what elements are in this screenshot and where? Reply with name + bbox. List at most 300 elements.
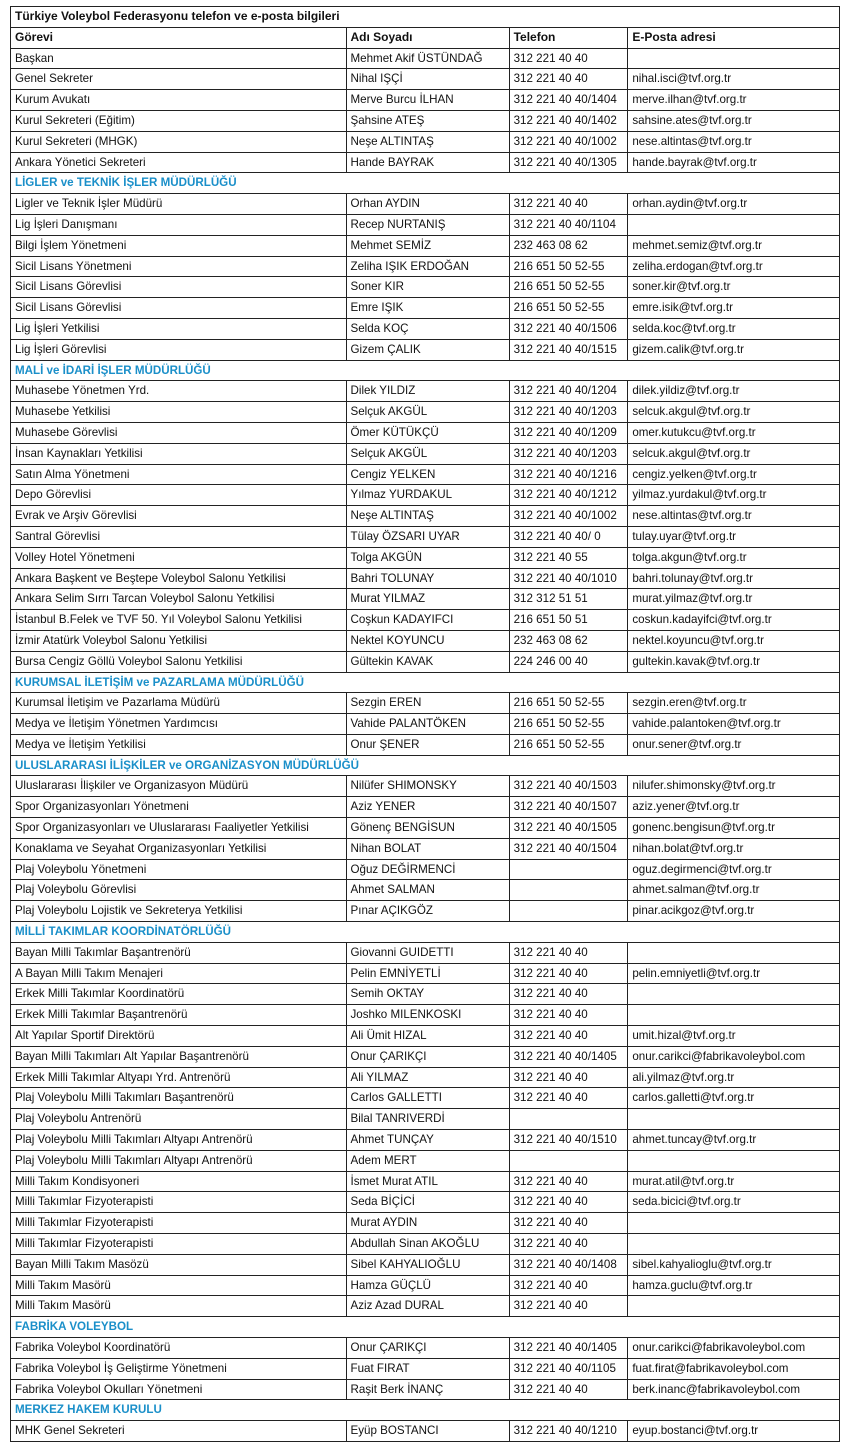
cell-name: Semih OKTAY — [346, 984, 509, 1005]
contact-document — [10, 6, 840, 1442]
cell-position: Kurumsal İletişim ve Pazarlama Müdürü — [11, 693, 347, 714]
cell-name: Selda KOÇ — [346, 318, 509, 339]
cell-name: Sibel KAHYALIOĞLU — [346, 1254, 509, 1275]
cell-position: Spor Organizasyonları ve Uluslararası Faaliyetler Yetkilisi — [11, 818, 347, 839]
table-row — [11, 381, 840, 402]
table-row — [11, 1254, 840, 1275]
cell-email[interactable]: nilufer.shimonsky@tvf.org.tr — [628, 776, 840, 797]
table-row — [11, 443, 840, 464]
cell-name: Seda BİÇİCİ — [346, 1192, 509, 1213]
table-row — [11, 1067, 840, 1088]
cell-phone — [509, 1150, 628, 1171]
cell-email[interactable]: nektel.koyuncu@tvf.org.tr — [628, 630, 840, 651]
cell-name: Carlos GALLETTI — [346, 1088, 509, 1109]
cell-email[interactable]: onur.carikci@fabrikavoleybol.com — [628, 1046, 840, 1067]
cell-phone — [509, 901, 628, 922]
cell-phone: 216 651 50 52-55 — [509, 277, 628, 298]
cell-name: Pelin EMNİYETLİ — [346, 963, 509, 984]
cell-position: Ankara Başkent ve Beştepe Voleybol Salonu Yetkilisi — [11, 568, 347, 589]
cell-phone: 232 463 08 62 — [509, 630, 628, 651]
cell-email — [628, 1005, 840, 1026]
cell-name: Murat YILMAZ — [346, 589, 509, 610]
cell-position: İnsan Kaynakları Yetkilisi — [11, 443, 347, 464]
cell-email[interactable]: selcuk.akgul@tvf.org.tr — [628, 402, 840, 423]
table-row — [11, 568, 840, 589]
table-row — [11, 422, 840, 443]
cell-position: Medya ve İletişim Yönetmen Yardımcısı — [11, 714, 347, 735]
section-header-row — [11, 173, 840, 194]
cell-email — [628, 1296, 840, 1317]
cell-name: Recep NURTANIŞ — [346, 214, 509, 235]
cell-position: Bayan Milli Takımlar Başantrenörü — [11, 942, 347, 963]
cell-phone: 312 221 40 40 — [509, 194, 628, 215]
header-eposta: E-Posta adresi — [628, 27, 840, 48]
table-row — [11, 464, 840, 485]
cell-name: Aziz YENER — [346, 797, 509, 818]
cell-name: Soner KIR — [346, 277, 509, 298]
table-row — [11, 610, 840, 631]
cell-email[interactable]: oguz.degirmenci@tvf.org.tr — [628, 859, 840, 880]
cell-phone: 312 221 40 40/1405 — [509, 1046, 628, 1067]
cell-name: Ahmet SALMAN — [346, 880, 509, 901]
cell-phone: 224 246 00 40 — [509, 651, 628, 672]
cell-position: Milli Takımlar Fizyoterapisti — [11, 1234, 347, 1255]
cell-phone: 312 221 40 40/1507 — [509, 797, 628, 818]
cell-name: Oğuz DEĞİRMENCİ — [346, 859, 509, 880]
cell-name: Murat AYDIN — [346, 1213, 509, 1234]
cell-name: Mehmet SEMİZ — [346, 235, 509, 256]
cell-email — [628, 1234, 840, 1255]
cell-email[interactable]: soner.kir@tvf.org.tr — [628, 277, 840, 298]
cell-email — [628, 942, 840, 963]
cell-name: Ali YILMAZ — [346, 1067, 509, 1088]
cell-position: Ligler ve Teknik İşler Müdürü — [11, 194, 347, 215]
cell-phone: 312 221 40 40 — [509, 1067, 628, 1088]
section-title: MİLLİ TAKIMLAR KOORDİNATÖRLÜĞÜ — [11, 922, 840, 943]
cell-position: Kurul Sekreteri (MHGK) — [11, 131, 347, 152]
cell-phone: 312 221 40 40/ 0 — [509, 526, 628, 547]
cell-email[interactable]: eyup.bostanci@tvf.org.tr — [628, 1421, 840, 1442]
table-row — [11, 734, 840, 755]
cell-name: Ömer KÜTÜKÇÜ — [346, 422, 509, 443]
section-title: MERKEZ HAKEM KURULU — [11, 1400, 840, 1421]
cell-email[interactable]: ahmet.salman@tvf.org.tr — [628, 880, 840, 901]
table-row — [11, 901, 840, 922]
cell-position: Fabrika Voleybol Koordinatörü — [11, 1338, 347, 1359]
table-row — [11, 110, 840, 131]
cell-phone: 312 221 40 40 — [509, 1213, 628, 1234]
cell-email[interactable]: gizem.calik@tvf.org.tr — [628, 339, 840, 360]
cell-email[interactable]: tolga.akgun@tvf.org.tr — [628, 547, 840, 568]
cell-position: Alt Yapılar Sportif Direktörü — [11, 1026, 347, 1047]
cell-email[interactable]: omer.kutukcu@tvf.org.tr — [628, 422, 840, 443]
table-row — [11, 402, 840, 423]
cell-position: Kurum Avukatı — [11, 90, 347, 111]
cell-phone: 312 221 40 40 — [509, 984, 628, 1005]
cell-phone: 312 221 40 40/1505 — [509, 818, 628, 839]
table-row — [11, 506, 840, 527]
cell-phone: 312 221 40 40 — [509, 1005, 628, 1026]
cell-name: Hande BAYRAK — [346, 152, 509, 173]
cell-email[interactable]: hamza.guclu@tvf.org.tr — [628, 1275, 840, 1296]
table-row — [11, 984, 840, 1005]
cell-name: Hamza GÜÇLÜ — [346, 1275, 509, 1296]
cell-email[interactable]: onur.sener@tvf.org.tr — [628, 734, 840, 755]
cell-name: Emre IŞIK — [346, 298, 509, 319]
table-row — [11, 693, 840, 714]
section-header-row — [11, 1317, 840, 1338]
table-row — [11, 1005, 840, 1026]
section-title: LİGLER ve TEKNİK İŞLER MÜDÜRLÜĞÜ — [11, 173, 840, 194]
cell-phone: 312 221 40 40/1510 — [509, 1130, 628, 1151]
header-gorevi: Görevi — [11, 27, 347, 48]
cell-phone: 232 463 08 62 — [509, 235, 628, 256]
cell-position: Milli Takımlar Fizyoterapisti — [11, 1192, 347, 1213]
cell-phone — [509, 859, 628, 880]
cell-phone: 216 651 50 52-55 — [509, 734, 628, 755]
cell-position: Plaj Voleybolu Milli Takımları Başantrenörü — [11, 1088, 347, 1109]
cell-email[interactable]: mehmet.semiz@tvf.org.tr — [628, 235, 840, 256]
section-header-row — [11, 922, 840, 943]
cell-email[interactable]: tulay.uyar@tvf.org.tr — [628, 526, 840, 547]
cell-phone: 216 651 50 52-55 — [509, 714, 628, 735]
cell-position: Volley Hotel Yönetmeni — [11, 547, 347, 568]
cell-position: Milli Takım Masörü — [11, 1296, 347, 1317]
cell-name: Nektel KOYUNCU — [346, 630, 509, 651]
cell-position: Erkek Milli Takımlar Koordinatörü — [11, 984, 347, 1005]
table-row — [11, 277, 840, 298]
section-title: FABRİKA VOLEYBOL — [11, 1317, 840, 1338]
cell-phone: 312 221 40 40 — [509, 1026, 628, 1047]
cell-email[interactable]: merve.ilhan@tvf.org.tr — [628, 90, 840, 111]
cell-position: Santral Görevlisi — [11, 526, 347, 547]
cell-phone: 312 221 40 40/1210 — [509, 1421, 628, 1442]
cell-position: Plaj Voleybolu Milli Takımları Altyapı Antrenörü — [11, 1130, 347, 1151]
cell-phone: 312 221 40 55 — [509, 547, 628, 568]
cell-email[interactable]: vahide.palantoken@tvf.org.tr — [628, 714, 840, 735]
cell-email[interactable]: bahri.tolunay@tvf.org.tr — [628, 568, 840, 589]
cell-name: Adem MERT — [346, 1150, 509, 1171]
cell-phone: 312 221 40 40 — [509, 1275, 628, 1296]
table-row — [11, 235, 840, 256]
cell-name: Gizem ÇALIK — [346, 339, 509, 360]
cell-phone: 312 221 40 40/1504 — [509, 838, 628, 859]
cell-email[interactable]: murat.yilmaz@tvf.org.tr — [628, 589, 840, 610]
section-header-row — [11, 360, 840, 381]
cell-email[interactable]: selcuk.akgul@tvf.org.tr — [628, 443, 840, 464]
table-row — [11, 630, 840, 651]
cell-email — [628, 984, 840, 1005]
cell-position: Erkek Milli Takımlar Başantrenörü — [11, 1005, 347, 1026]
table-row — [11, 1192, 840, 1213]
cell-email[interactable]: cengiz.yelken@tvf.org.tr — [628, 464, 840, 485]
cell-position: Plaj Voleybolu Yönetmeni — [11, 859, 347, 880]
cell-name: Orhan AYDIN — [346, 194, 509, 215]
cell-position: Uluslararası İlişkiler ve Organizasyon Müdürü — [11, 776, 347, 797]
cell-name: Gönenç BENGİSUN — [346, 818, 509, 839]
cell-position: Ankara Selim Sırrı Tarcan Voleybol Salonu Yetkilisi — [11, 589, 347, 610]
cell-position: Konaklama ve Seyahat Organizasyonları Yetkilisi — [11, 838, 347, 859]
header-adi-soyadi: Adı Soyadı — [346, 27, 509, 48]
cell-name: Sezgin EREN — [346, 693, 509, 714]
table-row — [11, 131, 840, 152]
cell-name: Neşe ALTINTAŞ — [346, 506, 509, 527]
cell-position: Bayan Milli Takım Masözü — [11, 1254, 347, 1275]
cell-email[interactable]: nese.altintas@tvf.org.tr — [628, 506, 840, 527]
cell-position: Bursa Cengiz Göllü Voleybol Salonu Yetkilisi — [11, 651, 347, 672]
cell-name: Gültekin KAVAK — [346, 651, 509, 672]
table-row — [11, 1046, 840, 1067]
section-title: ULUSLARARASI İLİŞKİLER ve ORGANİZASYON MÜDÜRLÜĞÜ — [11, 755, 840, 776]
cell-name: Şahsine ATEŞ — [346, 110, 509, 131]
cell-name: Tülay ÖZSARI UYAR — [346, 526, 509, 547]
section-header-row — [11, 755, 840, 776]
cell-email[interactable]: onur.carikci@fabrikavoleybol.com — [628, 1338, 840, 1359]
table-row — [11, 1088, 840, 1109]
cell-phone: 312 221 40 40/1405 — [509, 1338, 628, 1359]
table-row — [11, 1379, 840, 1400]
cell-position: Evrak ve Arşiv Görevlisi — [11, 506, 347, 527]
cell-position: Sicil Lisans Görevlisi — [11, 277, 347, 298]
cell-name: Cengiz YELKEN — [346, 464, 509, 485]
table-row — [11, 256, 840, 277]
table-row — [11, 1130, 840, 1151]
cell-name: Vahide PALANTÖKEN — [346, 714, 509, 735]
cell-email[interactable]: murat.atil@tvf.org.tr — [628, 1171, 840, 1192]
cell-email[interactable]: coskun.kadayifci@tvf.org.tr — [628, 610, 840, 631]
cell-phone: 312 221 40 40 — [509, 1379, 628, 1400]
cell-email[interactable]: ahmet.tuncay@tvf.org.tr — [628, 1130, 840, 1151]
cell-phone: 312 221 40 40/1404 — [509, 90, 628, 111]
cell-name: Mehmet Akif ÜSTÜNDAĞ — [346, 48, 509, 69]
cell-position: Başkan — [11, 48, 347, 69]
table-row — [11, 194, 840, 215]
cell-phone: 312 221 40 40/1212 — [509, 485, 628, 506]
cell-position: Plaj Voleybolu Görevlisi — [11, 880, 347, 901]
table-row — [11, 1338, 840, 1359]
cell-email[interactable]: carlos.galletti@tvf.org.tr — [628, 1088, 840, 1109]
table-row — [11, 797, 840, 818]
table-row — [11, 1275, 840, 1296]
table-row — [11, 963, 840, 984]
cell-phone: 312 221 40 40/1515 — [509, 339, 628, 360]
table-row — [11, 1150, 840, 1171]
table-row — [11, 818, 840, 839]
cell-email[interactable]: pinar.acikgoz@tvf.org.tr — [628, 901, 840, 922]
cell-name: Joshko MILENKOSKI — [346, 1005, 509, 1026]
cell-phone: 216 651 50 52-55 — [509, 256, 628, 277]
table-row — [11, 714, 840, 735]
cell-phone: 312 221 40 40/1203 — [509, 443, 628, 464]
table-row — [11, 69, 840, 90]
cell-name: Merve Burcu İLHAN — [346, 90, 509, 111]
cell-email[interactable]: sibel.kahyalioglu@tvf.org.tr — [628, 1254, 840, 1275]
table-row — [11, 942, 840, 963]
cell-position: İzmir Atatürk Voleybol Salonu Yetkilisi — [11, 630, 347, 651]
cell-position: Milli Takım Kondisyoneri — [11, 1171, 347, 1192]
cell-name: Yılmaz YURDAKUL — [346, 485, 509, 506]
cell-name: Nihal IŞÇİ — [346, 69, 509, 90]
cell-phone: 312 221 40 40 — [509, 1088, 628, 1109]
cell-email[interactable]: berk.inanc@fabrikavoleybol.com — [628, 1379, 840, 1400]
cell-name: Onur ÇARIKÇI — [346, 1338, 509, 1359]
cell-name: Coşkun KADAYIFCI — [346, 610, 509, 631]
table-row — [11, 1358, 840, 1379]
header-telefon: Telefon — [509, 27, 628, 48]
cell-name: Abdullah Sinan AKOĞLU — [346, 1234, 509, 1255]
cell-email[interactable]: emre.isik@tvf.org.tr — [628, 298, 840, 319]
cell-email — [628, 48, 840, 69]
cell-email[interactable]: nihal.isci@tvf.org.tr — [628, 69, 840, 90]
cell-name: Fuat FIRAT — [346, 1358, 509, 1379]
cell-phone: 312 221 40 40 — [509, 1296, 628, 1317]
cell-email[interactable]: seda.bicici@tvf.org.tr — [628, 1192, 840, 1213]
cell-position: İstanbul B.Felek ve TVF 50. Yıl Voleybol Salonu Yetkilisi — [11, 610, 347, 631]
cell-email[interactable]: zeliha.erdogan@tvf.org.tr — [628, 256, 840, 277]
cell-email[interactable]: selda.koc@tvf.org.tr — [628, 318, 840, 339]
table-title-row — [11, 7, 840, 28]
cell-name: Tolga AKGÜN — [346, 547, 509, 568]
table-row — [11, 485, 840, 506]
cell-position: Muhasebe Yetkilisi — [11, 402, 347, 423]
table-row — [11, 526, 840, 547]
cell-phone: 312 221 40 40/1506 — [509, 318, 628, 339]
cell-email[interactable]: nese.altintas@tvf.org.tr — [628, 131, 840, 152]
cell-phone: 312 221 40 40 — [509, 69, 628, 90]
table-row — [11, 1421, 840, 1442]
cell-phone: 216 651 50 52-55 — [509, 298, 628, 319]
cell-position: Fabrika Voleybol İş Geliştirme Yönetmeni — [11, 1358, 347, 1379]
document-title: Türkiye Voleybol Federasyonu telefon ve e-posta bilgileri — [11, 7, 840, 28]
cell-phone: 312 221 40 40/1203 — [509, 402, 628, 423]
cell-position: Sicil Lisans Görevlisi — [11, 298, 347, 319]
table-row — [11, 838, 840, 859]
cell-position: Milli Takımlar Fizyoterapisti — [11, 1213, 347, 1234]
cell-email[interactable]: fuat.firat@fabrikavoleybol.com — [628, 1358, 840, 1379]
cell-name: Nihan BOLAT — [346, 838, 509, 859]
table-row — [11, 90, 840, 111]
cell-name: Raşit Berk İNANÇ — [346, 1379, 509, 1400]
cell-email — [628, 1109, 840, 1130]
cell-position: Spor Organizasyonları Yönetmeni — [11, 797, 347, 818]
table-row — [11, 1234, 840, 1255]
table-row — [11, 859, 840, 880]
cell-email[interactable]: pelin.emniyetli@tvf.org.tr — [628, 963, 840, 984]
cell-email — [628, 214, 840, 235]
cell-name: İsmet Murat ATIL — [346, 1171, 509, 1192]
cell-email[interactable]: sahsine.ates@tvf.org.tr — [628, 110, 840, 131]
cell-phone: 312 221 40 40 — [509, 1234, 628, 1255]
cell-phone: 312 312 51 51 — [509, 589, 628, 610]
cell-phone: 312 221 40 40/1216 — [509, 464, 628, 485]
cell-position: Sicil Lisans Yönetmeni — [11, 256, 347, 277]
cell-email[interactable]: ali.yilmaz@tvf.org.tr — [628, 1067, 840, 1088]
cell-email[interactable]: aziz.yener@tvf.org.tr — [628, 797, 840, 818]
cell-phone: 312 221 40 40/1010 — [509, 568, 628, 589]
cell-position: Fabrika Voleybol Okulları Yönetmeni — [11, 1379, 347, 1400]
table-row — [11, 1109, 840, 1130]
cell-phone: 216 651 50 51 — [509, 610, 628, 631]
table-row — [11, 1296, 840, 1317]
cell-email[interactable]: gonenc.bengisun@tvf.org.tr — [628, 818, 840, 839]
cell-email[interactable]: orhan.aydin@tvf.org.tr — [628, 194, 840, 215]
cell-name: Ahmet TUNÇAY — [346, 1130, 509, 1151]
cell-email[interactable]: dilek.yildiz@tvf.org.tr — [628, 381, 840, 402]
cell-position: Bilgi İşlem Yönetmeni — [11, 235, 347, 256]
cell-name: Neşe ALTINTAŞ — [346, 131, 509, 152]
section-title: MALİ ve İDARİ İŞLER MÜDÜRLÜĞÜ — [11, 360, 840, 381]
cell-position: MHK Genel Sekreteri — [11, 1421, 347, 1442]
cell-name: Nilüfer SHIMONSKY — [346, 776, 509, 797]
cell-name: Bilal TANRIVERDİ — [346, 1109, 509, 1130]
cell-phone: 312 221 40 40/1408 — [509, 1254, 628, 1275]
table-row — [11, 298, 840, 319]
cell-name: Pınar AÇIKGÖZ — [346, 901, 509, 922]
cell-name: Aziz Azad DURAL — [346, 1296, 509, 1317]
table-row — [11, 547, 840, 568]
cell-email[interactable]: umit.hizal@tvf.org.tr — [628, 1026, 840, 1047]
table-row — [11, 589, 840, 610]
cell-name: Selçuk AKGÜL — [346, 402, 509, 423]
cell-name: Zeliha IŞIK ERDOĞAN — [346, 256, 509, 277]
cell-email[interactable]: hande.bayrak@tvf.org.tr — [628, 152, 840, 173]
table-row — [11, 1026, 840, 1047]
table-row — [11, 214, 840, 235]
cell-phone: 312 221 40 40/1002 — [509, 506, 628, 527]
cell-position: Plaj Voleybolu Milli Takımları Altyapı Antrenörü — [11, 1150, 347, 1171]
cell-email — [628, 1213, 840, 1234]
cell-position: Muhasebe Yönetmen Yrd. — [11, 381, 347, 402]
table-row — [11, 48, 840, 69]
cell-phone: 312 221 40 40 — [509, 1192, 628, 1213]
table-row — [11, 880, 840, 901]
cell-email[interactable]: gultekin.kavak@tvf.org.tr — [628, 651, 840, 672]
cell-email[interactable]: nihan.bolat@tvf.org.tr — [628, 838, 840, 859]
cell-name: Onur ŞENER — [346, 734, 509, 755]
cell-position: Lig İşleri Danışmanı — [11, 214, 347, 235]
cell-position: Muhasebe Görevlisi — [11, 422, 347, 443]
cell-position: Medya ve İletişim Yetkilisi — [11, 734, 347, 755]
table-row — [11, 318, 840, 339]
cell-position: Satın Alma Yönetmeni — [11, 464, 347, 485]
cell-phone: 312 221 40 40 — [509, 963, 628, 984]
section-header-row — [11, 1400, 840, 1421]
cell-phone: 312 221 40 40/1105 — [509, 1358, 628, 1379]
cell-email[interactable]: yilmaz.yurdakul@tvf.org.tr — [628, 485, 840, 506]
contacts-table — [10, 6, 840, 1442]
cell-position: Plaj Voleybolu Antrenörü — [11, 1109, 347, 1130]
table-row — [11, 1171, 840, 1192]
table-row — [11, 339, 840, 360]
cell-email[interactable]: sezgin.eren@tvf.org.tr — [628, 693, 840, 714]
cell-position: Lig İşleri Yetkilisi — [11, 318, 347, 339]
cell-position: Ankara Yönetici Sekreteri — [11, 152, 347, 173]
cell-name: Dilek YILDIZ — [346, 381, 509, 402]
cell-phone: 312 221 40 40 — [509, 48, 628, 69]
cell-name: Ali Ümit HIZAL — [346, 1026, 509, 1047]
cell-phone: 312 221 40 40/1204 — [509, 381, 628, 402]
cell-phone: 312 221 40 40/1002 — [509, 131, 628, 152]
cell-position: Lig İşleri Görevlisi — [11, 339, 347, 360]
cell-name: Bahri TOLUNAY — [346, 568, 509, 589]
table-row — [11, 776, 840, 797]
cell-phone: 312 221 40 40/1209 — [509, 422, 628, 443]
cell-phone: 312 221 40 40/1104 — [509, 214, 628, 235]
cell-position: Milli Takım Masörü — [11, 1275, 347, 1296]
cell-position: Genel Sekreter — [11, 69, 347, 90]
cell-name: Giovanni GUIDETTI — [346, 942, 509, 963]
cell-phone — [509, 880, 628, 901]
